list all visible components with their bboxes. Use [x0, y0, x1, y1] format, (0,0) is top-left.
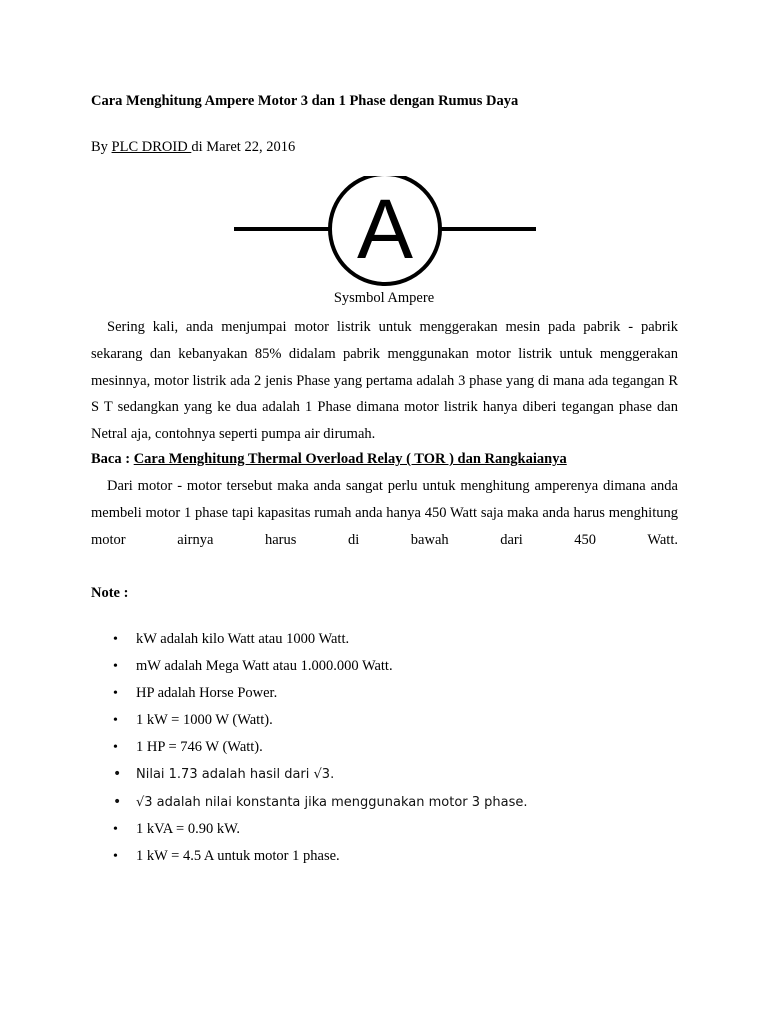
list-item: [91, 789, 651, 816]
list-item-text: 1 kW = 4.5 A untuk motor 1 phase.: [136, 847, 340, 864]
bullet-icon: •: [113, 793, 122, 810]
list-item-text: Nilai 1.73 adalah hasil dari √3.: [136, 767, 335, 783]
bullet-icon: •: [113, 659, 118, 675]
list-item-text: HP adalah Horse Power.: [136, 685, 278, 702]
paragraph-intro: Sering kali, anda menjumpai motor listrik untuk menggerakan mesin pada pabrik - pabrik sekarang dan kebanyakan 85% didalam pabrik menggunakan motor listrik untuk menggerakan mesinnya, motor listrik ada 2 jenis Phase yang pertama adalah 3 phase yang di mana ada tegangan R S T sedangkan yang ke dua adalah 1 Phase dimana motor listrik hanya diberi tegangan phase dan Netral aja, contohnya seperti pumpa air dirumah.: [91, 319, 678, 443]
note-heading: Note :: [91, 585, 129, 601]
list-item: [91, 843, 651, 870]
list-item: [91, 626, 651, 653]
bullet-icon: •: [113, 821, 118, 837]
bullet-icon: •: [113, 766, 122, 783]
byline: [91, 139, 295, 156]
list-item: [91, 653, 651, 680]
list-item-text: kW adalah kilo Watt atau 1000 Watt.: [136, 631, 350, 647]
paragraph-motor: Dari motor - motor tersebut maka anda sangat perlu untuk menghitung amperenya dimana anda membeli motor 1 phase tapi kapasitas rumah anda hanya 450 Watt saja maka anda harus menghitung motor airnya harus di bawah dari 450 Watt.: [91, 478, 678, 548]
list-item-text: mW adalah Mega Watt atau 1.000.000 Watt.: [136, 658, 393, 675]
author-link[interactable]: PLC DROID: [111, 139, 192, 155]
read-also-label: Baca :: [91, 451, 134, 467]
list-item-text: √3 adalah nilai konstanta jika menggunakan motor 3 phase.: [136, 794, 528, 810]
byline-date: di Maret 22, 2016: [191, 139, 296, 155]
bullet-icon: •: [113, 848, 118, 864]
notes-list: [91, 626, 651, 870]
list-item: [91, 680, 651, 707]
bullet-icon: •: [113, 713, 118, 729]
bullet-icon: •: [113, 686, 118, 702]
list-item: [91, 707, 651, 734]
list-item: [91, 734, 651, 761]
list-item-text: 1 HP = 746 W (Watt).: [136, 739, 263, 756]
list-item-text: 1 kVA = 0.90 kW.: [136, 820, 241, 837]
ampere-symbol-icon: [232, 176, 538, 286]
list-item-text: 1 kW = 1000 W (Watt).: [136, 712, 273, 729]
read-also: [91, 451, 567, 468]
page-title: Cara Menghitung Ampere Motor 3 dan 1 Phase dengan Rumus Daya: [91, 93, 519, 109]
list-item: [91, 761, 651, 788]
byline-prefix: By: [91, 139, 112, 155]
list-item: [91, 816, 651, 843]
bullet-icon: •: [113, 740, 118, 756]
bullet-icon: •: [113, 632, 118, 647]
symbol-letter: A: [356, 182, 414, 276]
symbol-caption: Sysmbol Ampere: [333, 290, 435, 306]
read-also-link[interactable]: Cara Menghitung Thermal Overload Relay ( TOR ) dan Rangkaianya: [133, 451, 567, 467]
